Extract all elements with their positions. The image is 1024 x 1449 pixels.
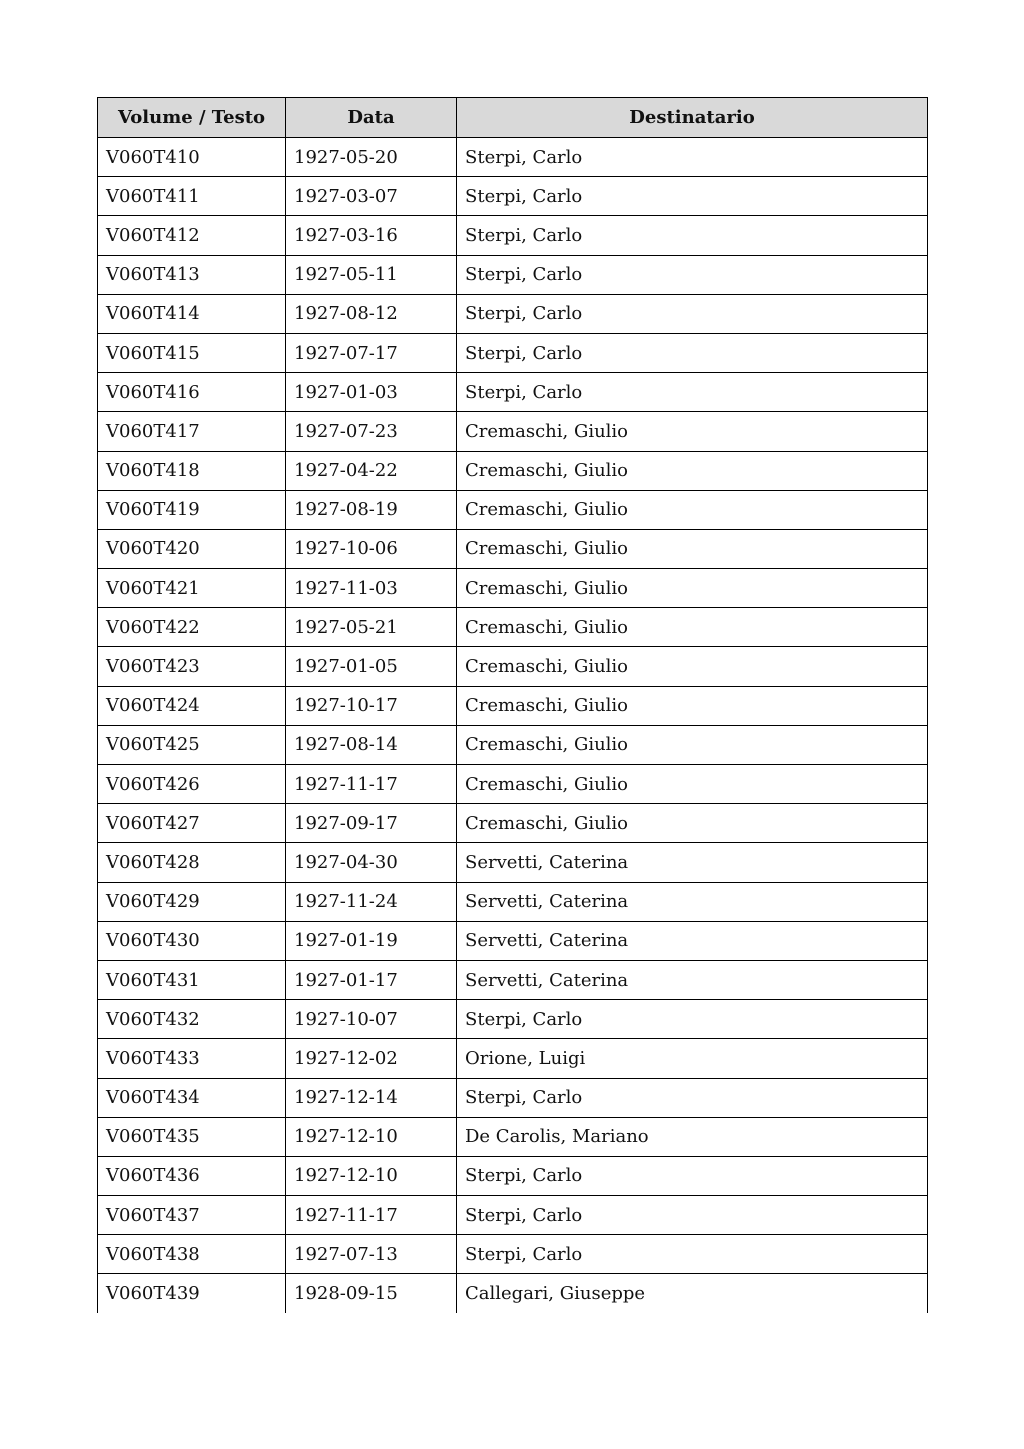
cell-volume-testo: V060T419 [98, 490, 286, 529]
table-row [98, 1039, 928, 1078]
cell-data: 1927-11-03 [286, 569, 457, 608]
cell-destinatario: Servetti, Caterina [457, 921, 928, 960]
table-row [98, 647, 928, 686]
cell-volume-testo: V060T418 [98, 451, 286, 490]
table-row [98, 255, 928, 294]
cell-data: 1927-12-14 [286, 1078, 457, 1117]
cell-volume-testo: V060T413 [98, 255, 286, 294]
cell-data: 1927-07-17 [286, 333, 457, 372]
cell-volume-testo: V060T417 [98, 412, 286, 451]
cell-volume-testo: V060T426 [98, 765, 286, 804]
cell-volume-testo: V060T424 [98, 686, 286, 725]
cell-volume-testo: V060T422 [98, 608, 286, 647]
cell-data: 1927-04-22 [286, 451, 457, 490]
cell-destinatario: Sterpi, Carlo [457, 177, 928, 216]
cell-volume-testo: V060T431 [98, 960, 286, 999]
cell-destinatario: Cremaschi, Giulio [457, 569, 928, 608]
cell-data: 1927-12-10 [286, 1117, 457, 1156]
table-header-row [98, 98, 928, 138]
table-row [98, 804, 928, 843]
table-row [98, 294, 928, 333]
table-row [98, 1196, 928, 1235]
table-row [98, 1000, 928, 1039]
cell-data: 1927-10-07 [286, 1000, 457, 1039]
cell-data: 1927-01-03 [286, 373, 457, 412]
cell-volume-testo: V060T410 [98, 138, 286, 177]
cell-destinatario: Cremaschi, Giulio [457, 412, 928, 451]
cell-destinatario: Servetti, Caterina [457, 882, 928, 921]
cell-data: 1927-10-06 [286, 529, 457, 568]
table-row [98, 608, 928, 647]
cell-destinatario: Cremaschi, Giulio [457, 451, 928, 490]
cell-destinatario: Sterpi, Carlo [457, 1156, 928, 1195]
cell-volume-testo: V060T421 [98, 569, 286, 608]
table-row [98, 529, 928, 568]
cell-destinatario: Servetti, Caterina [457, 960, 928, 999]
table-row [98, 569, 928, 608]
cell-data: 1927-01-19 [286, 921, 457, 960]
table-row [98, 412, 928, 451]
cell-destinatario: Sterpi, Carlo [457, 1078, 928, 1117]
cell-volume-testo: V060T430 [98, 921, 286, 960]
cell-data: 1927-08-19 [286, 490, 457, 529]
table-row [98, 725, 928, 764]
cell-volume-testo: V060T412 [98, 216, 286, 255]
cell-data: 1927-01-05 [286, 647, 457, 686]
cell-data: 1927-05-11 [286, 255, 457, 294]
table-row [98, 1078, 928, 1117]
letters-table [97, 97, 928, 1313]
table-row [98, 216, 928, 255]
cell-volume-testo: V060T423 [98, 647, 286, 686]
cell-destinatario: Cremaschi, Giulio [457, 608, 928, 647]
cell-destinatario: Sterpi, Carlo [457, 1000, 928, 1039]
table-body [98, 138, 928, 1314]
cell-data: 1927-08-12 [286, 294, 457, 333]
header-data: Data [286, 98, 457, 138]
cell-volume-testo: V060T428 [98, 843, 286, 882]
cell-volume-testo: V060T437 [98, 1196, 286, 1235]
cell-volume-testo: V060T415 [98, 333, 286, 372]
cell-data: 1928-09-15 [286, 1274, 457, 1313]
table-row [98, 1117, 928, 1156]
cell-data: 1927-01-17 [286, 960, 457, 999]
table-row [98, 451, 928, 490]
cell-destinatario: Sterpi, Carlo [457, 1235, 928, 1274]
table-row [98, 138, 928, 177]
table-row [98, 960, 928, 999]
cell-volume-testo: V060T411 [98, 177, 286, 216]
cell-destinatario: Cremaschi, Giulio [457, 490, 928, 529]
cell-data: 1927-12-02 [286, 1039, 457, 1078]
cell-destinatario: Servetti, Caterina [457, 843, 928, 882]
cell-volume-testo: V060T429 [98, 882, 286, 921]
cell-volume-testo: V060T414 [98, 294, 286, 333]
cell-data: 1927-07-13 [286, 1235, 457, 1274]
cell-data: 1927-03-07 [286, 177, 457, 216]
cell-volume-testo: V060T425 [98, 725, 286, 764]
cell-destinatario: Cremaschi, Giulio [457, 765, 928, 804]
table-row [98, 765, 928, 804]
cell-data: 1927-04-30 [286, 843, 457, 882]
cell-volume-testo: V060T432 [98, 1000, 286, 1039]
cell-volume-testo: V060T433 [98, 1039, 286, 1078]
cell-data: 1927-09-17 [286, 804, 457, 843]
cell-destinatario: Orione, Luigi [457, 1039, 928, 1078]
table-row [98, 882, 928, 921]
cell-destinatario: Sterpi, Carlo [457, 373, 928, 412]
cell-destinatario: Sterpi, Carlo [457, 216, 928, 255]
cell-data: 1927-07-23 [286, 412, 457, 451]
cell-destinatario: De Carolis, Mariano [457, 1117, 928, 1156]
cell-volume-testo: V060T434 [98, 1078, 286, 1117]
table-row [98, 1274, 928, 1313]
table-row [98, 1156, 928, 1195]
table-row [98, 333, 928, 372]
cell-data: 1927-10-17 [286, 686, 457, 725]
cell-volume-testo: V060T420 [98, 529, 286, 568]
cell-destinatario: Sterpi, Carlo [457, 255, 928, 294]
cell-destinatario: Callegari, Giuseppe [457, 1274, 928, 1313]
cell-destinatario: Cremaschi, Giulio [457, 647, 928, 686]
cell-destinatario: Sterpi, Carlo [457, 333, 928, 372]
cell-volume-testo: V060T427 [98, 804, 286, 843]
table-row [98, 843, 928, 882]
cell-data: 1927-11-24 [286, 882, 457, 921]
cell-data: 1927-11-17 [286, 1196, 457, 1235]
table-row [98, 1235, 928, 1274]
cell-volume-testo: V060T436 [98, 1156, 286, 1195]
table-row [98, 921, 928, 960]
cell-destinatario: Cremaschi, Giulio [457, 529, 928, 568]
cell-destinatario: Cremaschi, Giulio [457, 725, 928, 764]
cell-destinatario: Sterpi, Carlo [457, 1196, 928, 1235]
cell-volume-testo: V060T416 [98, 373, 286, 412]
cell-volume-testo: V060T439 [98, 1274, 286, 1313]
cell-data: 1927-11-17 [286, 765, 457, 804]
cell-data: 1927-05-20 [286, 138, 457, 177]
header-destinatario: Destinatario [457, 98, 928, 138]
cell-data: 1927-08-14 [286, 725, 457, 764]
cell-destinatario: Cremaschi, Giulio [457, 686, 928, 725]
table-row [98, 686, 928, 725]
cell-data: 1927-03-16 [286, 216, 457, 255]
cell-data: 1927-12-10 [286, 1156, 457, 1195]
cell-volume-testo: V060T438 [98, 1235, 286, 1274]
table-row [98, 373, 928, 412]
cell-destinatario: Sterpi, Carlo [457, 138, 928, 177]
cell-destinatario: Sterpi, Carlo [457, 294, 928, 333]
cell-destinatario: Cremaschi, Giulio [457, 804, 928, 843]
header-volume-testo: Volume / Testo [98, 98, 286, 138]
cell-volume-testo: V060T435 [98, 1117, 286, 1156]
cell-data: 1927-05-21 [286, 608, 457, 647]
table-row [98, 177, 928, 216]
table-row [98, 490, 928, 529]
